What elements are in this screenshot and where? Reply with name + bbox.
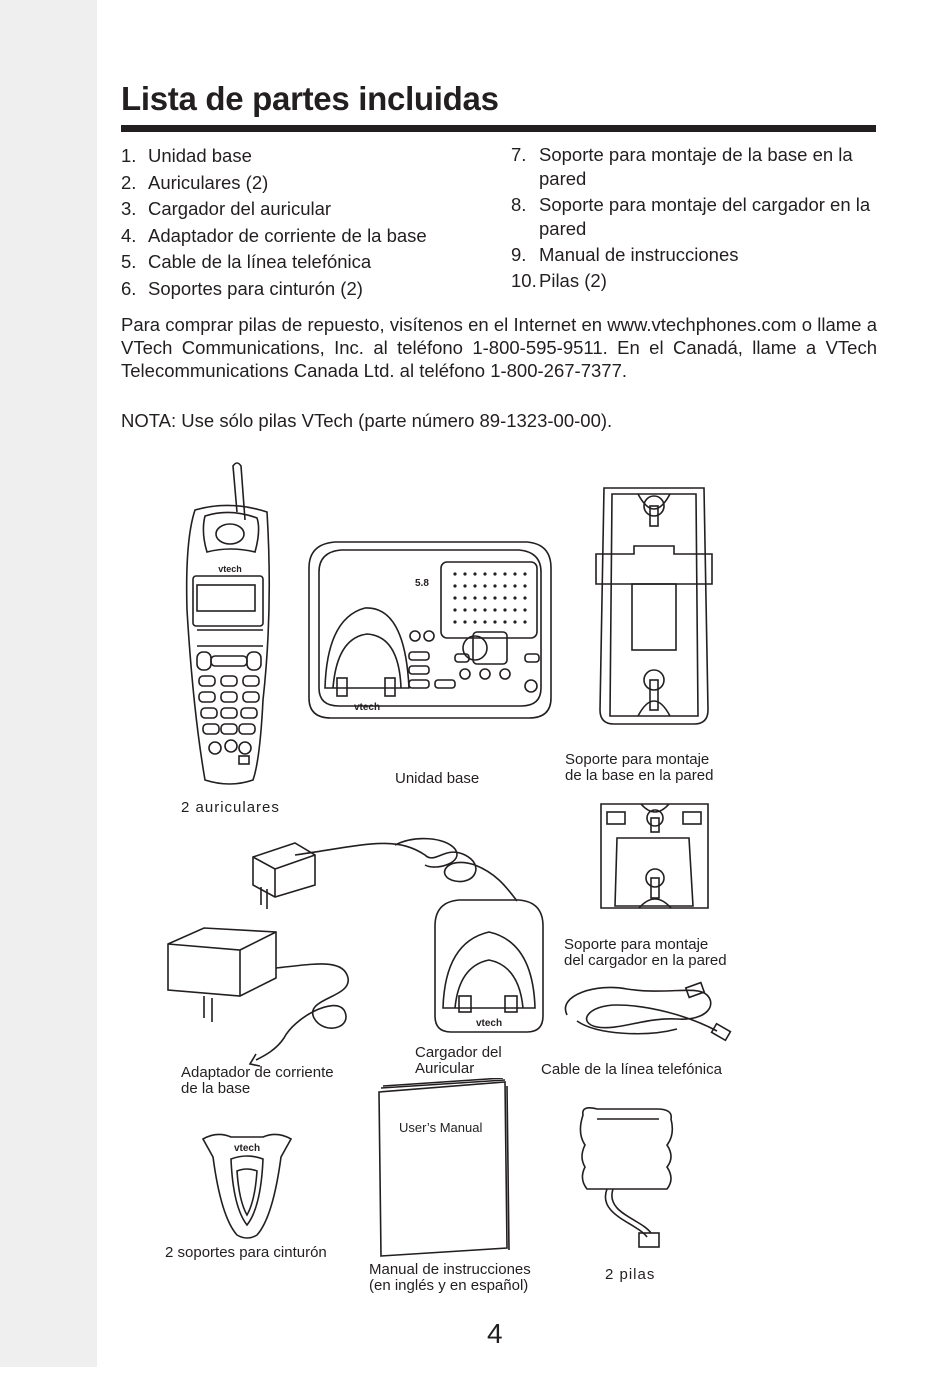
caption-charger: Cargador del Auricular [415, 1044, 502, 1077]
belt-clip-illustration [197, 1127, 297, 1242]
base-brand-label: vtech [353, 702, 381, 713]
list-item: 10. Pilas (2) [511, 270, 607, 291]
list-item: 6. Soportes para cinturón (2) [121, 277, 363, 299]
list-item: 4. Adaptador de corriente de la base [121, 224, 427, 246]
caption-belt-clips: 2 soportes para cinturón [165, 1244, 327, 1261]
list-item: 8. Soporte para montaje del cargador en la pared [511, 194, 871, 239]
caption-handsets: 2 auriculares [181, 799, 280, 816]
charger-wall-mount-illustration [597, 798, 712, 913]
page-margin-strip [0, 0, 97, 1367]
base-unit-illustration [305, 538, 555, 723]
battery-note: NOTA: Use sólo pilas VTech (parte número 89-1323-00-00). [121, 410, 613, 431]
battery-pack-illustration [577, 1105, 677, 1260]
line-cord-illustration [557, 975, 737, 1055]
manual-illustration [373, 1078, 513, 1258]
parts-list-right [511, 143, 876, 295]
manual-page [97, 0, 950, 1389]
belt-clip-brand-label: vtech [233, 1143, 261, 1154]
list-item: 1. Unidad base [121, 145, 252, 166]
caption-base-wall-mount: Soporte para montaje de la base en la pared [565, 751, 714, 784]
title-rule [121, 125, 876, 132]
handset-illustration [175, 460, 285, 785]
list-item: 2. Auriculares (2) [121, 171, 269, 193]
caption-base-unit: Unidad base [395, 770, 480, 787]
caption-batteries: 2 pilas [605, 1266, 656, 1283]
list-item: 5. Cable de la línea telefónica [121, 251, 372, 272]
page-number: 4 [487, 1318, 503, 1349]
charger-illustration [429, 896, 549, 1036]
base-badge-label: 5.8 [415, 578, 429, 589]
manual-cover-label: User’s Manual [399, 1120, 483, 1135]
purchase-note: Para comprar pilas de repuesto, visítenos en el Internet en www.vtechphones.com o llame a VTech Communications, Inc. al teléfono 1-800-595-9511. En el Canadá, llame a VTech Telecommunications Canada Ltd. al teléfono 1-800-267-7377. [121, 314, 877, 381]
list-item: 9. Manual de instrucciones [511, 244, 739, 265]
base-adapter-illustration [164, 918, 364, 1068]
charger-brand-label: vtech [475, 1018, 503, 1029]
caption-line-cord: Cable de la línea telefónica [541, 1061, 722, 1078]
base-wall-mount-illustration [594, 480, 714, 730]
caption-base-adapter: Adaptador de corriente de la base [181, 1064, 334, 1097]
page-title: Lista de partes incluidas [121, 80, 499, 117]
handset-brand-label: vtech [218, 564, 242, 574]
list-item: 3. Cargador del auricular [121, 198, 332, 219]
parts-list-left [121, 143, 501, 302]
list-item: 7. Soporte para montaje de la base en la pared [511, 144, 853, 189]
caption-manual: Manual de instrucciones (en inglés y en español) [369, 1261, 531, 1294]
caption-charger-wall-mount: Soporte para montaje del cargador en la pared [564, 936, 727, 969]
